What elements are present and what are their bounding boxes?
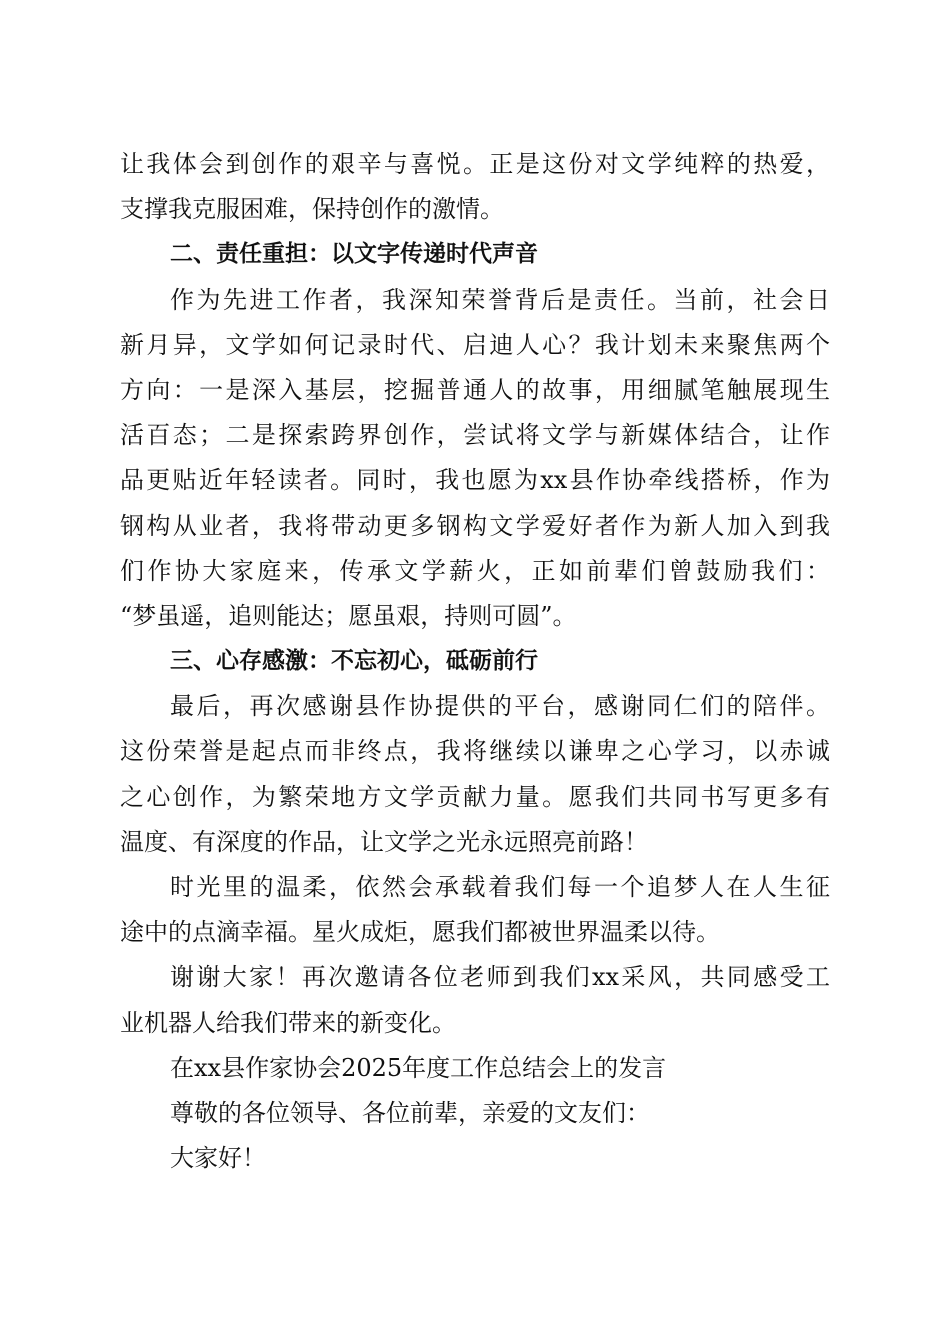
text-line: 最后，再次感谢县作协提供的平台，感谢同仁们的陪伴。: [170, 692, 830, 721]
document-body: [120, 142, 830, 1181]
text-line: 作为先进工作者，我深知荣誉背后是责任。当前，社会日: [170, 285, 830, 314]
text-line: 之心创作，为繁荣地方文学贡献力量。愿我们共同书写更多有: [120, 782, 830, 811]
text-line: 钢构从业者，我将带动更多钢构文学爱好者作为新人加入到我: [120, 511, 830, 540]
text-line: 们作协大家庭来，传承文学薪火，正如前辈们曾鼓励我们：: [120, 556, 830, 585]
text-line: 支撑我克服困难，保持创作的激情。: [120, 195, 504, 224]
text-line: 谢谢大家！再次邀请各位老师到我们xx采风，共同感受工: [170, 963, 830, 992]
text-line: “梦虽遥，追则能达；愿虽艰，持则可圆”。: [120, 601, 577, 630]
text-line: 活百态；二是探索跨界创作，尝试将文学与新媒体结合，让作: [120, 421, 830, 450]
text-line: 方向：一是深入基层，挖掘普通人的故事，用细腻笔触展现生: [120, 375, 830, 404]
text-line: 温度、有深度的作品，让文学之光永远照亮前路！: [120, 827, 648, 856]
paragraph-creation-joy: [120, 142, 830, 232]
paragraph-responsibility: [120, 278, 830, 640]
text-line: 这份荣誉是起点而非终点，我将继续以谦卑之心学习，以赤诚: [120, 737, 830, 766]
greeting-line: 大家好！: [170, 1144, 266, 1173]
text-line: 新月异，文学如何记录时代、启迪人心？我计划未来聚焦两个: [120, 330, 830, 359]
section-heading-gratitude: 三、心存感激：不忘初心，砥砺前行: [170, 648, 538, 675]
text-line: 途中的点滴幸福。星火成炬，愿我们都被世界温柔以待。: [120, 918, 720, 947]
text-line: 业机器人给我们带来的新变化。: [120, 1008, 456, 1037]
paragraph-time-gentleness: [120, 865, 830, 955]
text-line: 时光里的温柔，依然会承载着我们每一个追梦人在人生征: [170, 873, 830, 901]
speech-title-line: 在xx县作家协会2025年度工作总结会上的发言: [170, 1053, 667, 1082]
text-line: 让我体会到创作的艰辛与喜悦。正是这份对文学纯粹的热爱，: [120, 150, 830, 178]
paragraph-thanks: [120, 955, 830, 1045]
text-line: 品更贴近年轻读者。同时，我也愿为xx县作协牵线搭桥，作为: [120, 466, 830, 495]
paragraph-gratitude: [120, 684, 830, 865]
salutation-line: 尊敬的各位领导、各位前辈，亲爱的文友们：: [170, 1098, 650, 1127]
section-heading-responsibility: 二、责任重担：以文字传递时代声音: [170, 241, 538, 268]
